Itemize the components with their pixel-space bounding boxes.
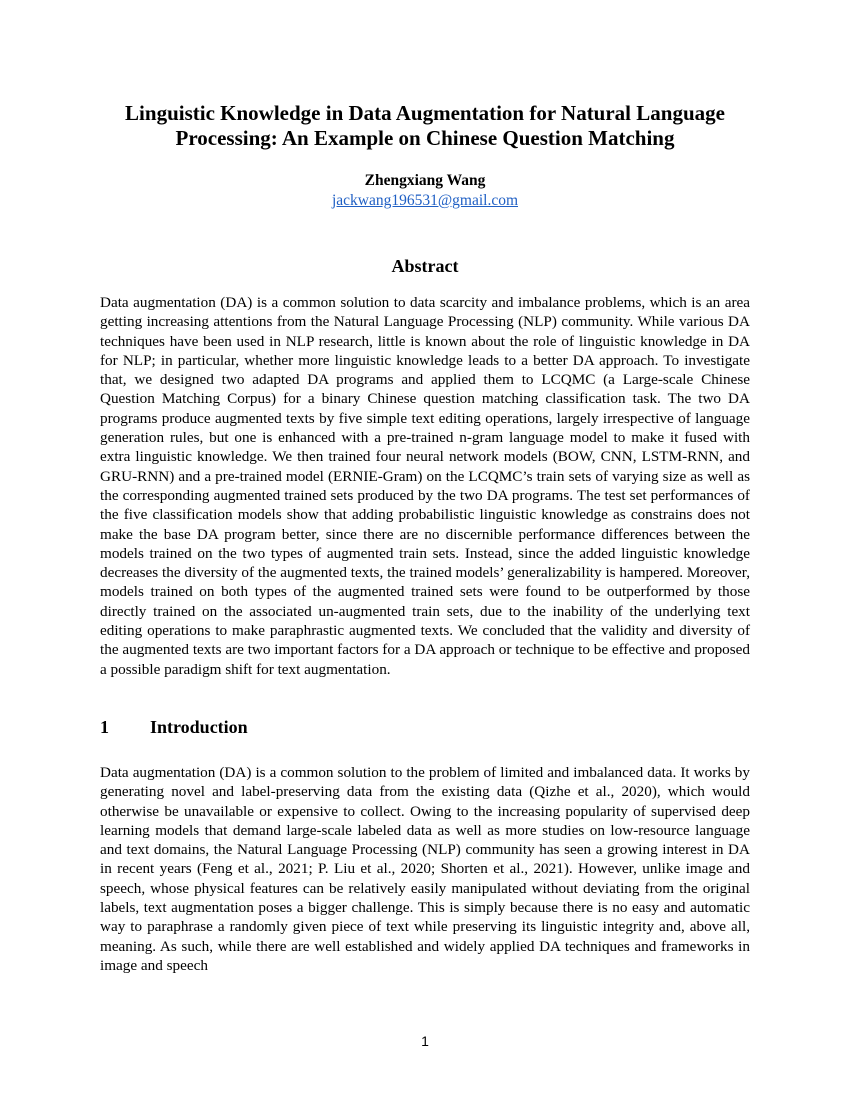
author-email-line	[100, 192, 750, 210]
author-email-link[interactable]: jackwang196531@gmail.com	[331, 192, 519, 209]
page-number: 1	[421, 1033, 429, 1049]
introduction-body: Data augmentation (DA) is a common solution to the problem of limited and imbalanced data. It works by generating novel and label-preserving data from the existing data (Qizhe et al., 2020), which would otherwise be unavailable or expensive to collect. Owing to the increasing popularity of supervised deep learning models that demand large-scale labeled data as well as more studies on low-resource language and text domains, the Natural Language Processing (NLP) community has seen a growing interest in DA in recent years (Feng et al., 2021; P. Liu et al., 2020; Shorten et al., 2021). However, unlike image and speech, whose physical features can be relatively easily manipulated without deviating from the original labels, text augmentation poses a bigger challenge. This is simply because there is no easy and automatic way to paraphrase a randomly given piece of text while preserving its linguistic integrity and, above all, meaning. As such, while there are well established and widely applied DA techniques and frameworks in image and speech	[100, 764, 750, 974]
introduction-heading	[100, 716, 248, 738]
section-title: Introduction	[150, 717, 248, 737]
abstract-body: Data augmentation (DA) is a common solution to data scarcity and imbalance problems, which is an area getting increasing attentions from the Natural Language Processing (NLP) community. While various DA techniques have been used in NLP research, little is known about the role of linguistic knowledge in DA for NLP; in particular, whether more linguistic knowledge leads to a better DA approach. To investigate that, we designed two adapted DA programs and applied them to LCQMC (a Large-scale Chinese Question Matching Corpus) for a binary Chinese question matching classification task. The two DA programs produce augmented texts by five simple text editing operations, largely irrespective of language generation rules, but one is enhanced with a pre-trained n-gram language model to make it fused with extra linguistic knowledge. We then trained four neural network models (BOW, CNN, LSTM-RNN, and GRU-RNN) and a pre-trained model (ERNIE-Gram) on the LCQMC’s train sets of varying size as well as the corresponding augmented trained sets produced by the two DA programs. The test set performances of the five classification models show that adding probabilistic linguistic knowledge as constrains does not make the base DA program better, since there are no discernible performance differences between the models trained on the two types of augmented train sets. Instead, since the added linguistic knowledge decreases the diversity of the augmented texts, the trained models’ generalizability is hampered. Moreover, models trained on both types of the augmented trained sets were found to be outperformed by those directly trained on the associated un-augmented train sets, due to the inability of the underlying text editing operations to make paraphrastic augmented texts. We concluded that the validity and diversity of the augmented texts are two important factors for a DA approach or technique to be effective and proposed a possible paradigm shift for text augmentation.	[100, 294, 750, 678]
paper-title: Linguistic Knowledge in Data Augmentation for Natural Language Processing: An Example on Chinese Question Matching	[125, 101, 725, 150]
section-number: 1	[100, 717, 109, 737]
author-name: Zhengxiang Wang	[364, 172, 486, 189]
abstract-heading: Abstract	[391, 256, 459, 276]
